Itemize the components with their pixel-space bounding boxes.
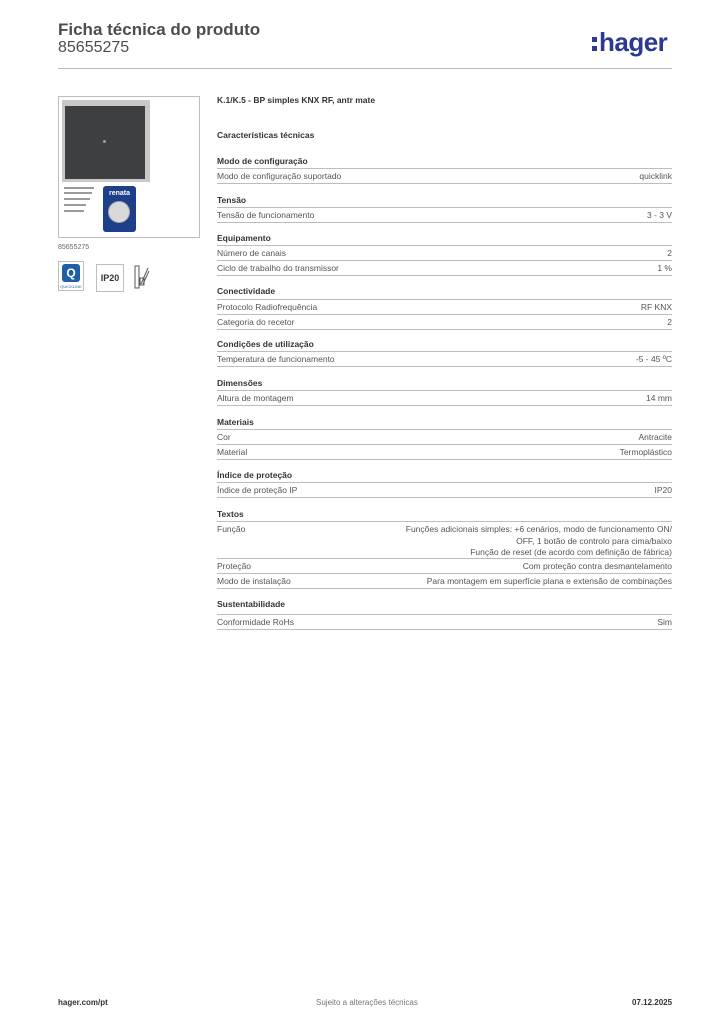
section-title-config: Modo de configuração <box>217 156 308 166</box>
spec-value: RF KNX <box>640 302 672 312</box>
product-code-header: 85655275 <box>58 39 130 56</box>
led-indicator-icon <box>103 140 106 143</box>
spec-row <box>217 429 672 444</box>
spec-label: Protocolo Radiofrequência <box>217 302 318 312</box>
spec-value-line: Funções adicionais simples: +6 cenários, modo de funcionamento ON/ <box>405 524 672 534</box>
spec-row <box>217 482 672 497</box>
spec-row <box>217 299 672 314</box>
spec-row <box>217 521 672 558</box>
product-image-caption: 85655275 <box>58 244 90 251</box>
battery-brand: renata <box>108 190 130 197</box>
spec-label: Proteção <box>217 561 252 571</box>
spec-label: Índice de proteção IP <box>217 485 298 495</box>
spec-value: IP20 <box>654 485 672 495</box>
spec-value: quicklink <box>639 171 672 181</box>
spec-value: -5 - 45 ºC <box>635 354 672 364</box>
spec-row <box>217 573 672 588</box>
logo-dots-icon <box>592 33 597 53</box>
document-title: Ficha técnica do produto <box>58 20 261 39</box>
section-end-divider <box>217 183 672 184</box>
section-end-divider <box>217 222 672 223</box>
spec-row <box>217 444 672 459</box>
spec-label: Material <box>217 447 248 457</box>
spec-row <box>217 168 672 183</box>
section-end-divider <box>217 329 672 330</box>
spec-value: 1 % <box>657 263 672 273</box>
spec-value-line: OFF, 1 botão de controlo para cima/baixo <box>516 535 672 546</box>
spec-value: Para montagem em superfície plana e extensão de combinações <box>426 576 672 586</box>
spec-row <box>217 314 672 329</box>
header-divider <box>58 68 672 69</box>
section-title-texts: Textos <box>217 509 244 519</box>
section-title-dimensions: Dimensões <box>217 378 263 388</box>
footer-disclaimer: Sujeito a alterações técnicas <box>316 998 418 1007</box>
section-end-divider <box>217 405 672 406</box>
spec-label: Temperatura de funcionamento <box>217 354 335 364</box>
battery-pack-icon <box>103 186 136 232</box>
spec-label: Modo de instalação <box>217 576 291 586</box>
spec-value: Termoplástico <box>619 447 672 457</box>
switch-rocker <box>65 106 145 179</box>
spec-value: Com proteção contra desmantelamento <box>522 561 672 571</box>
section-title-sustainability: Sustentabilidade <box>217 599 286 609</box>
coin-cell-icon <box>108 201 130 223</box>
section-end-divider <box>217 275 672 276</box>
spec-label: Número de canais <box>217 248 286 258</box>
section-title-equipment: Equipamento <box>217 233 271 243</box>
screws-icon <box>64 185 96 225</box>
spec-value: 2 <box>667 317 672 327</box>
footer-date: 07.12.2025 <box>632 998 673 1007</box>
spec-row <box>217 390 672 405</box>
spec-value: Antracite <box>638 432 672 442</box>
ip20-badge-icon: IP20 <box>96 264 124 292</box>
spec-label: Função <box>217 524 246 534</box>
spec-row <box>217 245 672 260</box>
section-title-tension: Tensão <box>217 195 247 205</box>
section-end-divider <box>217 588 672 589</box>
spec-label: Altura de montagem <box>217 393 294 403</box>
spec-value: 2 <box>667 248 672 258</box>
spec-row <box>217 207 672 222</box>
spec-row <box>217 558 672 573</box>
spec-label: Ciclo de trabalho do transmissor <box>217 263 339 273</box>
wall-mount-icon <box>133 264 151 290</box>
section-title-conditions: Condições de utilização <box>217 339 314 349</box>
section-end-divider <box>217 497 672 498</box>
quicklink-letter: Q <box>62 264 80 282</box>
spec-row <box>217 614 672 629</box>
section-title-connectivity: Conectividade <box>217 286 276 296</box>
hager-logo[interactable] <box>592 27 667 57</box>
section-title-materials: Materiais <box>217 417 254 427</box>
product-image <box>58 96 200 238</box>
spec-label: Tensão de funcionamento <box>217 210 315 220</box>
section-title-protection: Índice de proteção <box>217 470 293 480</box>
spec-row <box>217 351 672 366</box>
section-end-divider <box>217 629 672 630</box>
spec-value <box>406 524 672 559</box>
spec-label: Categoria do recetor <box>217 317 295 327</box>
spec-value-line: Função de reset (de acordo com definição de fábrica) <box>470 547 672 557</box>
logo-text: hager <box>599 27 668 57</box>
section-end-divider <box>217 459 672 460</box>
spec-value: 14 mm <box>646 393 672 403</box>
quicklink-certification-icon <box>58 261 84 291</box>
quicklink-text: QUICKLINK <box>60 284 82 289</box>
section-end-divider <box>217 366 672 367</box>
spec-row <box>217 260 672 275</box>
footer-website-link[interactable]: hager.com/pt <box>58 998 108 1007</box>
product-title: K.1/K.5 - BP simples KNX RF, antr mate <box>217 95 376 105</box>
specs-heading: Características técnicas <box>217 130 315 140</box>
switch-plate-frame <box>62 100 150 182</box>
spec-label: Conformidade RoHs <box>217 617 295 627</box>
spec-label: Cor <box>217 432 231 442</box>
spec-value: Sim <box>657 617 672 627</box>
spec-label: Modo de configuração suportado <box>217 171 342 181</box>
spec-value: 3 - 3 V <box>646 210 672 220</box>
